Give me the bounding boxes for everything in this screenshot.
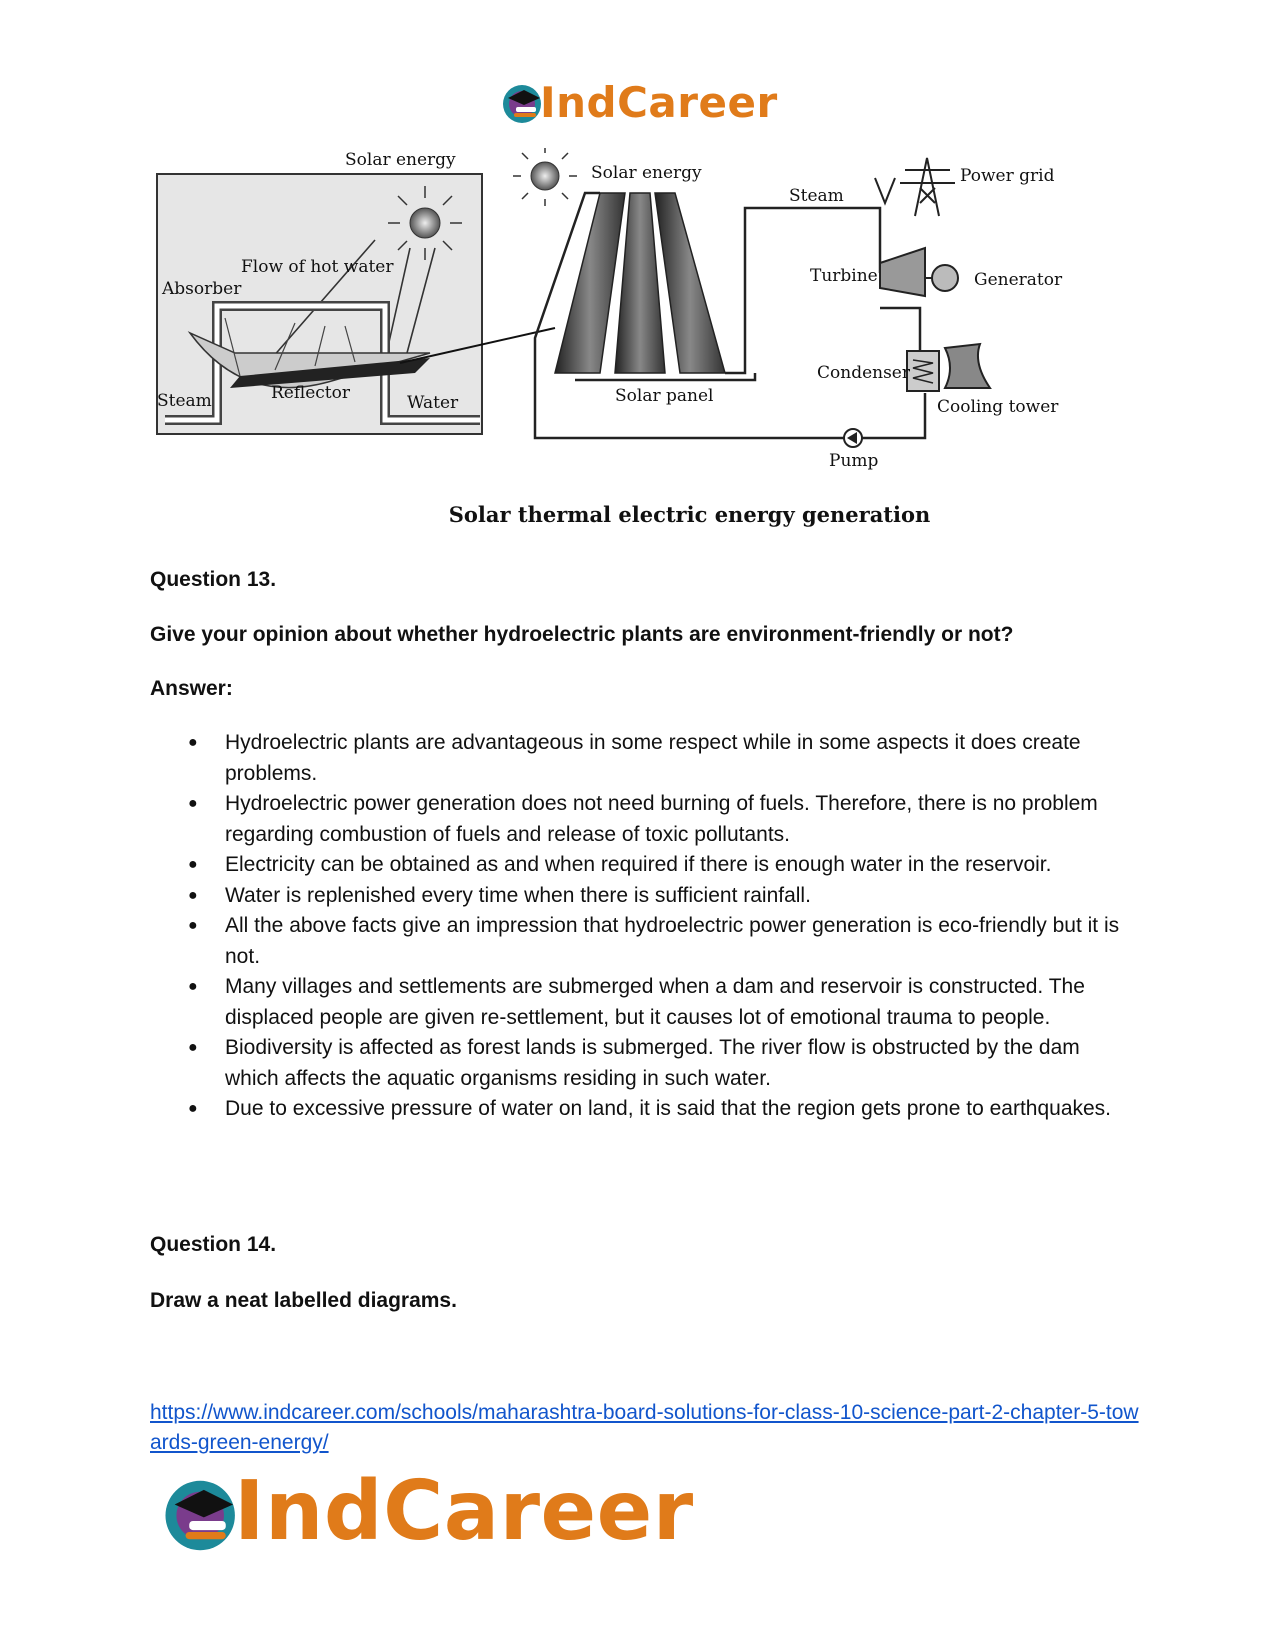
label-power-grid: Power grid — [960, 166, 1055, 186]
generator-icon — [932, 265, 958, 291]
list-item: ● Many villages and settlements are submerged when a dam and reservoir is constructed. The displaced people are given re-settlement, but it causes lot of emotional trauma to people. — [150, 972, 1130, 1033]
label-turbine: Turbine — [810, 266, 878, 286]
question-14-text: Draw a neat labelled diagrams. — [150, 1289, 457, 1312]
indcareer-logo-top — [500, 78, 780, 130]
question-13-heading: Question 13. — [150, 568, 277, 591]
question-13-text: Give your opinion about whether hydroelectric plants are environment-friendly or not? — [150, 623, 1014, 646]
diagram-caption: Solar thermal electric energy generation — [448, 502, 931, 527]
label-cooling-tower: Cooling tower — [937, 397, 1059, 417]
list-item: ● Water is replenished every time when there is sufficient rainfall. — [150, 881, 1130, 912]
label-solar-panel: Solar panel — [615, 386, 714, 406]
label-flow-hot-water: Flow of hot water — [241, 257, 394, 277]
label-steam-left: Steam — [157, 391, 212, 411]
label-steam-right: Steam — [789, 186, 844, 206]
label-condenser: Condenser — [817, 363, 910, 383]
list-item: ● Hydroelectric power generation does not need burning of fuels. Therefore, there is no problem regarding combustion of fuels and release of toxic pollutants. — [150, 789, 1130, 850]
solar-thermal-diagram — [145, 148, 1130, 533]
logo-wordmark: IndCareer — [540, 78, 778, 127]
list-item: ● All the above facts give an impression that hydroelectric power generation is eco-friendly but it is not. — [150, 911, 1130, 972]
solar-panels — [555, 193, 725, 373]
sun-left-icon — [388, 186, 462, 260]
label-water: Water — [407, 393, 459, 413]
list-item: ● Electricity can be obtained as and when required if there is enough water in the reservoir. — [150, 850, 1130, 881]
cooling-tower-icon — [945, 344, 990, 388]
label-solar-energy-right: Solar energy — [591, 163, 702, 183]
list-item: ● Biodiversity is affected as forest lands is submerged. The river flow is obstructed by the dam which affects the aquatic organisms residing in such water. — [150, 1033, 1130, 1094]
label-reflector: Reflector — [271, 383, 350, 403]
sun-right-icon — [513, 148, 577, 206]
answer-label: Answer: — [150, 677, 233, 700]
label-generator: Generator — [974, 270, 1063, 290]
turbine-icon — [880, 248, 925, 296]
power-grid-icon — [875, 158, 955, 216]
logo-wordmark: IndCareer — [234, 1464, 694, 1559]
question-14-heading: Question 14. — [150, 1233, 277, 1256]
label-pump: Pump — [829, 451, 879, 471]
answer-list — [150, 728, 1130, 1125]
label-solar-energy-left: Solar energy — [345, 150, 456, 170]
indcareer-logo-bottom — [160, 1464, 700, 1568]
list-item: ● Hydroelectric plants are advantageous in some respect while in some aspects it does create problems. — [150, 728, 1130, 789]
list-item: ● Due to excessive pressure of water on land, it is said that the region gets prone to earthquakes. — [150, 1094, 1130, 1125]
label-absorber: Absorber — [162, 279, 242, 299]
source-link[interactable]: https://www.indcareer.com/schools/maharashtra-board-solutions-for-class-10-science-part-2-chapter-5-towards-green-energy/ — [150, 1401, 1139, 1454]
